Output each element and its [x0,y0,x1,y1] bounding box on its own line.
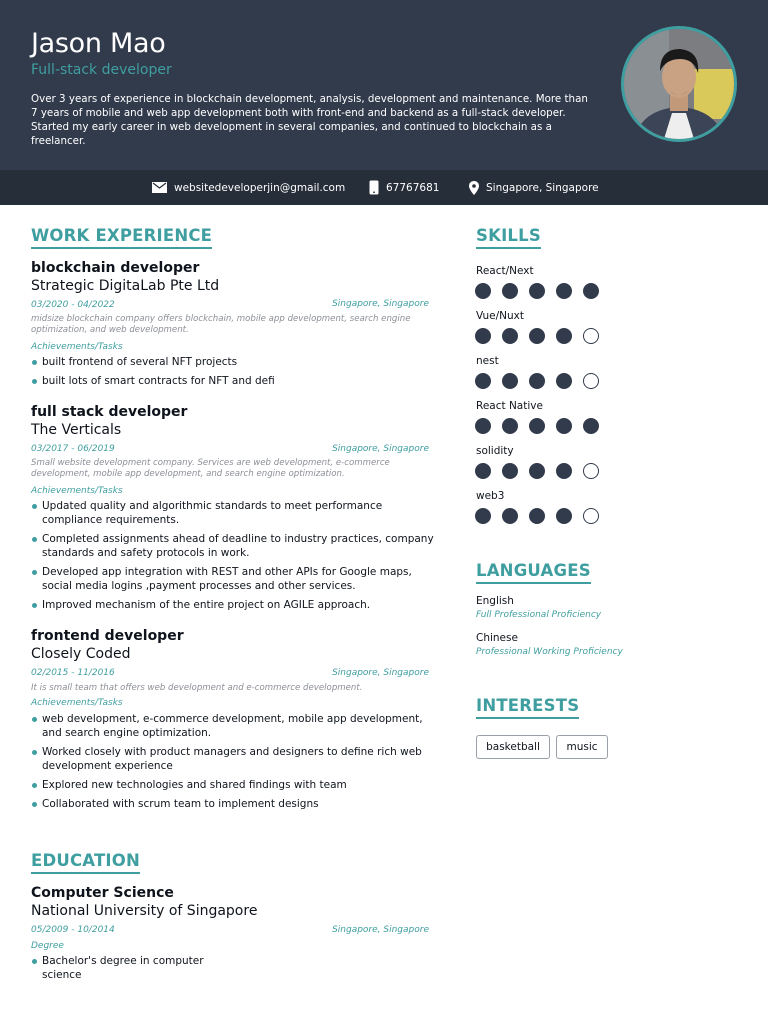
job-title: frontend developer [31,628,184,644]
job-title: full stack developer [31,404,188,420]
skill-rating [475,328,610,344]
job-company: Closely Coded [31,646,131,662]
job-location: Singapore, Singapore [332,668,429,678]
job-description: It is small team that offers web development and e-commerce development. [31,683,363,693]
rating-dot-filled [502,508,518,524]
rating-dot-filled [475,283,491,299]
rating-dot-filled [502,373,518,389]
list-item: Improved mechanism of the entire project on AGILE approach. [31,598,441,612]
list-item: Developed app integration with REST and other APIs for Google maps, social media logins ,payment processes and other services. [31,565,441,593]
skill-name: nest [476,355,499,367]
language-name: English [476,595,514,607]
skill-name: React/Next [476,265,534,277]
education-heading: EDUCATION [31,851,140,874]
list-item: Bachelor's degree in computer science [31,954,216,982]
achievements-label: Achievements/Tasks [31,698,123,708]
contact-bar [0,170,768,205]
rating-dot-filled [529,508,545,524]
education-dates: 05/2009 - 10/2014 [31,925,115,935]
rating-dot-filled [475,463,491,479]
skill-rating [475,463,610,479]
skill-name: React Native [476,400,543,412]
contact-location [469,170,599,205]
rating-dot-filled [556,508,572,524]
work-experience-heading: WORK EXPERIENCE [31,226,212,249]
rating-dot-filled [556,373,572,389]
list-item: Updated quality and algorithmic standards to meet performance compliance requirements. [31,499,441,527]
job-location: Singapore, Singapore [332,299,429,309]
rating-dot-filled [475,373,491,389]
rating-dot-filled [529,418,545,434]
skill-name: solidity [476,445,514,457]
rating-dot-filled [529,328,545,344]
email-text[interactable]: websitedeveloperjin@gmail.com [174,181,346,194]
job-description: Small website development company. Services are web development, e-commerce development, mobile app development, and search engine optimization. [31,458,390,479]
header [0,0,768,170]
rating-dot-empty [583,508,599,524]
rating-dot-filled [502,328,518,344]
person-name: Jason Mao [31,28,166,59]
language-level: Professional Working Proficiency [476,647,623,657]
job-description: midsize blockchain company offers blockchain, mobile app development, search engine optimization, and web development. [31,314,411,335]
achievements-label: Achievements/Tasks [31,342,123,352]
job-company: Strategic DigitaLab Pte Ltd [31,278,220,294]
avatar-illustration-icon [624,29,734,139]
list-item: Worked closely with product managers and designers to define rich web development experience [31,745,441,773]
skill-rating [475,418,610,434]
map-pin-icon [469,181,479,195]
interest-tag: music [556,735,608,759]
rating-dot-filled [475,328,491,344]
rating-dot-filled [502,283,518,299]
achievement-list [31,355,441,393]
list-item: Explored new technologies and shared findings with team [31,778,441,792]
achievement-list [31,499,441,617]
list-item: built frontend of several NFT projects [31,355,441,369]
job-title: blockchain developer [31,260,200,276]
contact-email[interactable] [152,170,345,205]
location-text: Singapore, Singapore [486,181,599,194]
achievement-list [31,712,441,816]
interests-heading: INTERESTS [476,696,579,719]
interest-tag: basketball [476,735,550,759]
rating-dot-filled [529,373,545,389]
education-location: Singapore, Singapore [332,925,429,935]
job-location: Singapore, Singapore [332,444,429,454]
school-name: National University of Singapore [31,903,258,919]
achievements-label: Achievements/Tasks [31,486,123,496]
rating-dot-filled [583,283,599,299]
rating-dot-filled [475,508,491,524]
list-item: Collaborated with scrum team to implement designs [31,797,441,811]
degree-label: Degree [31,941,64,951]
language-level: Full Professional Proficiency [476,610,602,620]
envelope-icon [152,182,167,193]
languages-heading: LANGUAGES [476,561,591,584]
rating-dot-filled [475,418,491,434]
skill-rating [475,283,610,299]
skill-name: Vue/Nuxt [476,310,524,322]
job-dates: 02/2015 - 11/2016 [31,668,115,678]
language-name: Chinese [476,632,518,644]
rating-dot-filled [556,283,572,299]
rating-dot-filled [502,418,518,434]
phone-text[interactable]: 67767681 [386,181,440,194]
rating-dot-filled [556,328,572,344]
job-dates: 03/2017 - 06/2019 [31,444,115,454]
list-item: web development, e-commerce development, mobile app development, and search engine optimization. [31,712,441,740]
skill-rating [475,373,610,389]
summary-text: Over 3 years of experience in blockchain development, analysis, development and maintenance. More than 7 years of mobile and web app development both with front-end and backend as a full-stack developer. Started my early career in web development in several companies, and continued to blockchain as a freelancer. [31,93,588,147]
person-role: Full-stack developer [31,62,172,78]
rating-dot-empty [583,373,599,389]
profile-photo [621,26,737,142]
list-item: built lots of smart contracts for NFT and defi [31,374,441,388]
job-company: The Verticals [31,422,122,438]
rating-dot-filled [556,418,572,434]
education-list [31,954,216,987]
rating-dot-filled [556,463,572,479]
rating-dot-filled [502,463,518,479]
rating-dot-empty [583,328,599,344]
rating-dot-filled [529,283,545,299]
skill-name: web3 [476,490,505,502]
job-dates: 03/2020 - 04/2022 [31,300,115,310]
rating-dot-filled [529,463,545,479]
skills-heading: SKILLS [476,226,541,249]
contact-phone[interactable] [369,170,439,205]
skill-rating [475,508,610,524]
degree-title: Computer Science [31,885,174,901]
rating-dot-filled [583,418,599,434]
phone-icon [369,180,379,195]
list-item: Completed assignments ahead of deadline to industry practices, company standards and safety protocols in work. [31,532,441,560]
rating-dot-empty [583,463,599,479]
